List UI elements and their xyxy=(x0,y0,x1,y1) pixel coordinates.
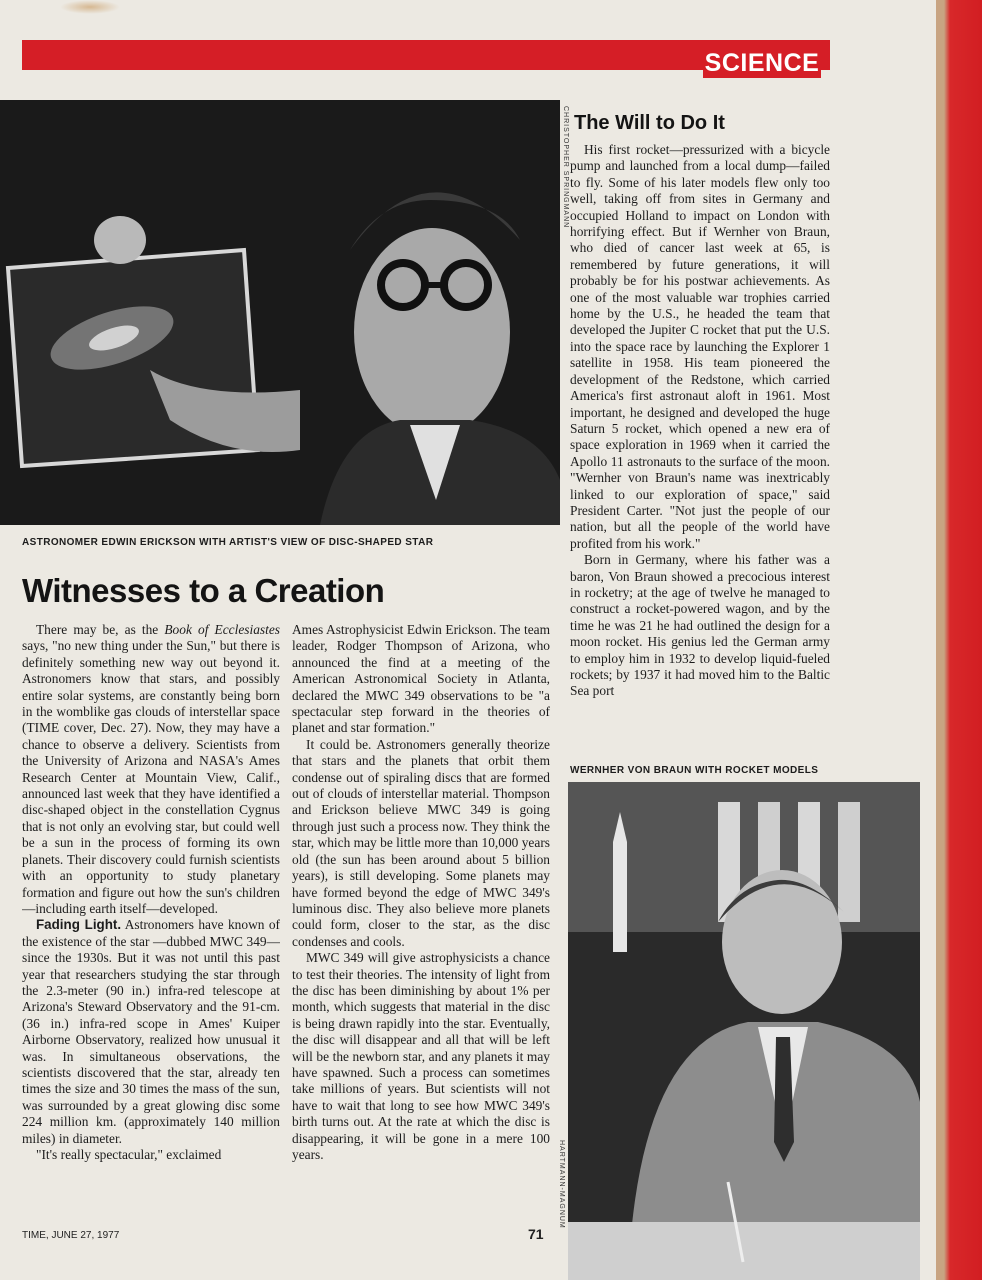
side-headline: The Will to Do It xyxy=(574,112,725,134)
side-article-column xyxy=(570,142,830,758)
side-paragraph-1: His first rocket—pressurized with a bicycle pump and launched from a local dump—failed to fly. Some of his later models flew only too well, taking off from sites in Germany and occupied Holland to impact on London with horrifying effect. But if Wernher von Braun, who died of cancer last week at 65, is remembered by future generations, it will probably be for his postwar achievements. As one of the most valuable war trophies carried home by the U.S., he headed the team that developed the Jupiter C rocket that put the U.S. into the space race by launching the Explorer 1 satellite in 1958. His team pioneered the development of the Redstone, which carried America's first astronaut aloft in 1961. Most important, he designed and developed the huge Saturn 5 rocket, which opened a new era of space exploration in 1969 when it carried the Apollo 11 astronauts to the surface of the moon. "Wernher von Braun's name was inextricably linked to our exploration of space," said President Carter. "Not just the people of our nation, but all the people of the world have profited from his work." xyxy=(570,142,830,551)
photo2-caption: WERNHER VON BRAUN WITH ROCKET MODELS xyxy=(570,765,819,776)
page-number: 71 xyxy=(528,1226,544,1242)
book-title: Book of Ecclesiastes xyxy=(164,622,280,637)
main-headline: Witnesses to a Creation xyxy=(22,572,385,609)
issue-footer: TIME, JUNE 27, 1977 xyxy=(22,1230,120,1241)
section-label: SCIENCE xyxy=(704,49,820,77)
photo1-caption: ASTRONOMER EDWIN ERICKSON WITH ARTIST'S VIEW OF DISC-SHAPED STAR xyxy=(22,537,434,548)
subsection-runin: Fading Light. xyxy=(36,917,122,933)
main-article-column-2: Ames Astrophysicist Edwin Erickson. The team leader, Rodger Thompson of Arizona, who announced the find at a meeting of the American Astronomical Society in Atlanta, declared the MWC 349 observations to be "a spectacular step forward in the theories of planet and star formation." It could be. Astronomers generally theorize that stars and the planets that orbit them condense out of spiraling discs that are formed out of clouds of interstellar material. Thompson and Erickson believe MWC 349 is going through just such a process now. They think the star, which may be little more than 10,000 years old (the sun has been around about 5 billion years), is still developing. Some planets may have formed beyond the edge of MWC 349's luminous disc. They also believe more planets could form, closer to the star, as the disc condenses and cools. MWC 349 will give astrophysicists a chance to test their theories. The intensity of light from the disc has been diminishing by about 1% per month, which suggests that material in the disc is being drawn rapidly into the star. Eventually, the disc will disappear and all that will be left will be the newborn star, and any planets it may have spawned. Such a process can sometimes take millions of years. But scientists will not have to wait that long to see how MWC 349's birth turns out. At the rate at which the disc is disappearing, it will be gone in a mere 100 years. xyxy=(292,622,550,1162)
main-col1-last-paragraph: "It's really spectacular," exclaimed xyxy=(36,1147,222,1162)
photo2-credit: HARTMANN-MAGNUM xyxy=(558,1140,565,1229)
page-edge-red-strip xyxy=(936,0,982,1280)
photo-von-braun-illustration xyxy=(568,782,920,1280)
main-article-column-1: There may be, as the Book of Ecclesiastes says, "no new thing under the Sun," but there is definitely something new way out beyond it. Astronomers know that stars, and possibly entire solar systems, are constantly being born in the womblike gas clouds of interstellar space (TIME cover, Dec. 27). Now, they may have a chance to observe a delivery. Scientists from the University of Arizona and NASA's Ames Research Center at Mountain View, Calif., announced last week that they have identified a disc-shaped object in the constellation Cygnus that is not only an evolving star, but could well be a sun in the process of forming its own planets. Their discovery could furnish scientists with an opportunity to study planetary formation and figure out how the sun's children—including earth itself—developed. Fading Light. Astronomers have known of the existence of the star —dubbed MWC 349—since the 1930s. But it was not until this past year that researchers studying the star through the 2.3-meter (90 in.) infra-red telescope at Arizona's Steward Observatory and the 91-cm. (36 in.) infra-red scope in Ames' Kuiper Airborne Observatory, realized how unusual it was. In simultaneous observations, the scientists discovered that the star, already ten times the size and 30 times the mass of the sun, was surrounded by a great glowing disc some 224 million km. (approximately 140 million miles) in diameter. "It's really spectacular," exclaimed xyxy=(22,622,280,1162)
paper-stain xyxy=(60,0,120,14)
photo1-credit: CHRISTOPHER SPRINGMANN xyxy=(562,106,569,229)
photo-astronomer-illustration xyxy=(0,100,560,525)
photo-von-braun xyxy=(568,782,920,1280)
side-paragraph-2: Born in Germany, where his father was a baron, Von Braun showed a precocious interest in rocketry; at the age of twelve he managed to construct a rocket-powered wagon, and by the time he was 21 he had outlined the design for a moon rocket. His genius led the German army to employ him in 1932 to develop liquid-fueled rockets; by 1937 it had moved him to the Baltic Sea port xyxy=(570,552,830,699)
photo-astronomer-erickson xyxy=(0,100,560,525)
